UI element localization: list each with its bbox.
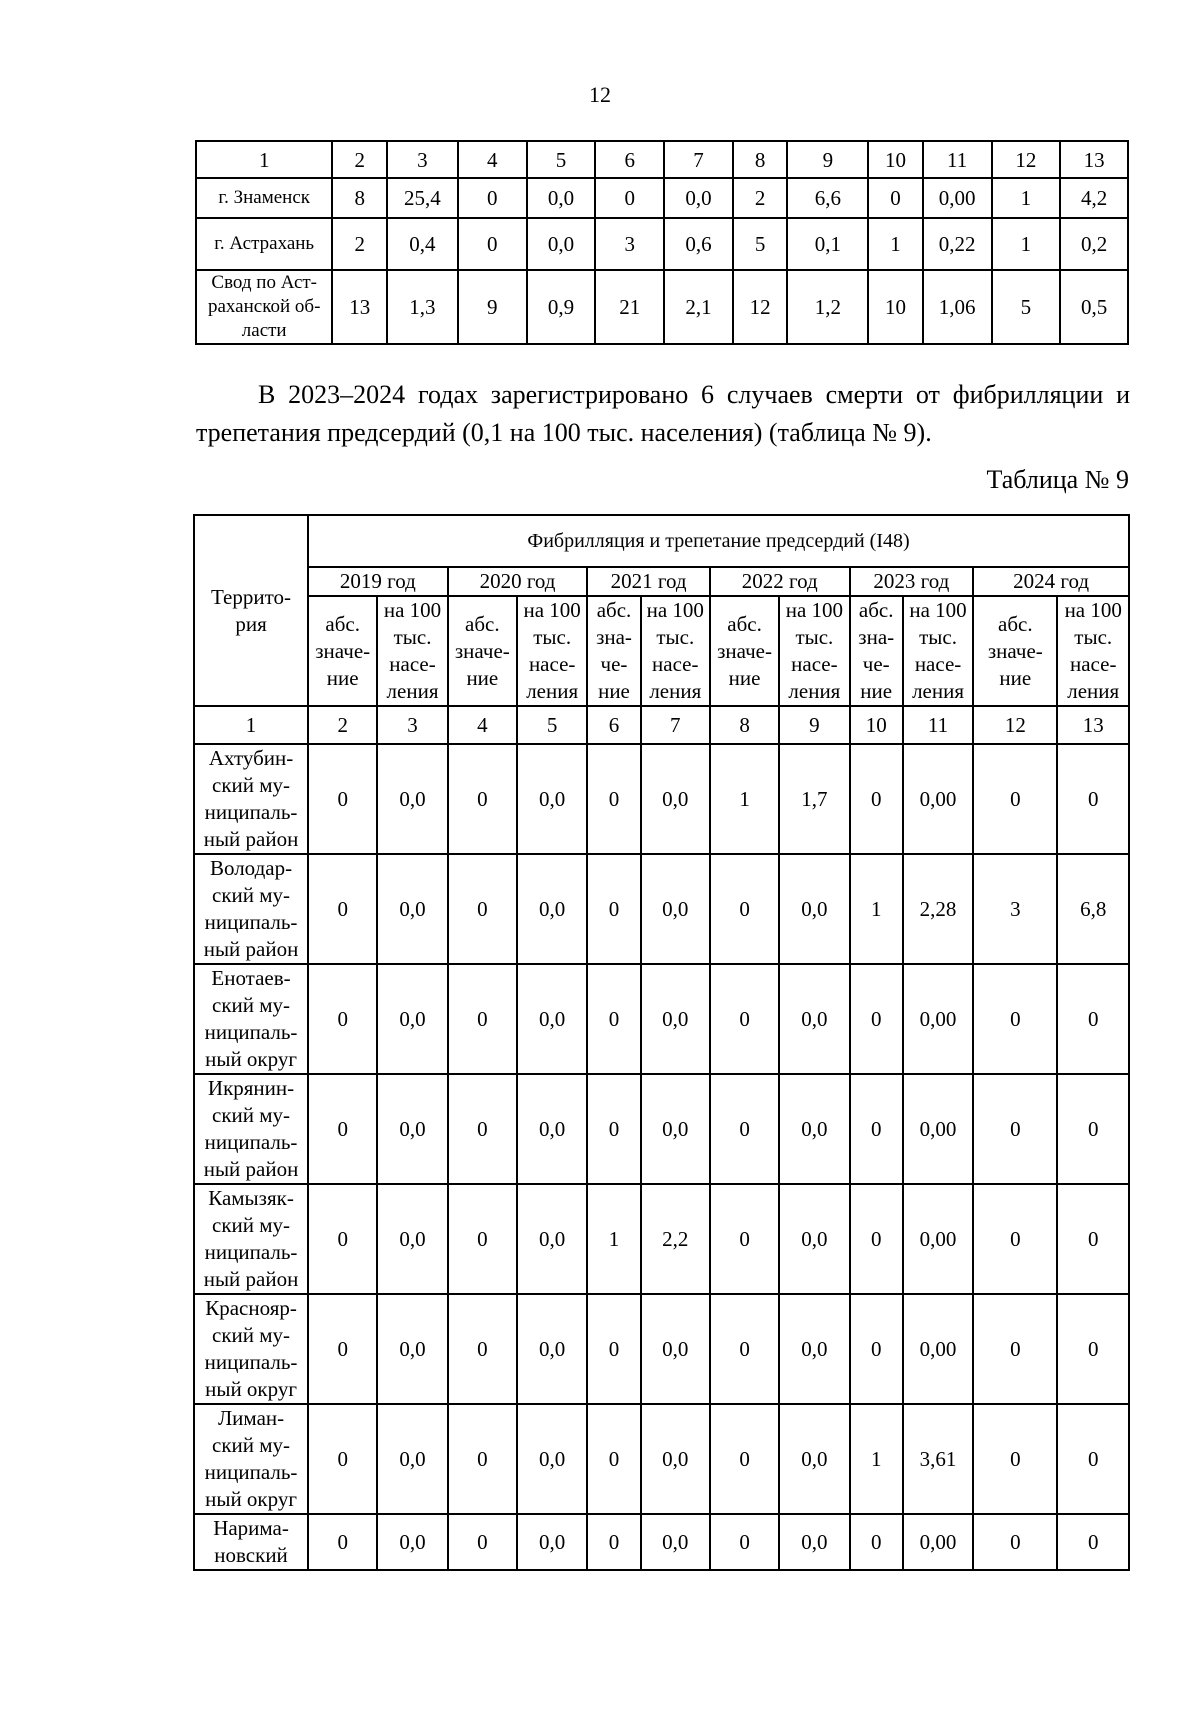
col-number: 13 — [1060, 141, 1128, 178]
value-cell: 4,2 — [1060, 178, 1128, 218]
value-cell: 0 — [973, 1404, 1057, 1514]
table-row — [196, 178, 1128, 218]
value-cell: 0,0 — [779, 1294, 849, 1404]
value-cell: 0 — [1057, 1074, 1129, 1184]
value-cell: 0,0 — [641, 1514, 710, 1570]
territory-cell: Нарима- новский — [194, 1514, 308, 1570]
subheader-cell: абс. значе- ние — [308, 596, 377, 706]
value-cell: 0,0 — [377, 1514, 447, 1570]
value-cell: 0 — [587, 964, 640, 1074]
value-cell: 0 — [710, 964, 779, 1074]
value-cell: 6,6 — [787, 178, 868, 218]
table-row — [196, 218, 1128, 270]
col-number: 6 — [595, 141, 664, 178]
col-number: 13 — [1057, 706, 1129, 744]
col-number: 2 — [308, 706, 377, 744]
value-cell: 0 — [850, 1074, 903, 1184]
table-row — [194, 964, 1129, 1074]
value-cell: 0 — [308, 964, 377, 1074]
value-cell: 0,0 — [779, 1514, 849, 1570]
territory-cell: Краснояр- ский му- ниципаль- ный округ — [194, 1294, 308, 1404]
column-number-row — [194, 706, 1129, 744]
territory-cell: г. Знаменск — [196, 178, 332, 218]
value-cell: 0 — [458, 178, 527, 218]
value-cell: 1 — [992, 178, 1061, 218]
value-cell: 12 — [733, 270, 788, 344]
value-cell: 0,00 — [903, 1294, 973, 1404]
value-cell: 0 — [710, 1184, 779, 1294]
column-number-row — [196, 141, 1128, 178]
value-cell: 0 — [1057, 964, 1129, 1074]
subheader-cell: абс. зна- че- ние — [587, 596, 640, 706]
subheader-row — [194, 596, 1129, 706]
value-cell: 2 — [733, 178, 788, 218]
value-cell: 21 — [595, 270, 664, 344]
value-cell: 0 — [448, 1184, 517, 1294]
value-cell: 0 — [308, 1184, 377, 1294]
body-paragraph: В 2023–2024 годах зарегистрировано 6 случаев смерти от фибрилляции и трепетания предсердий (0,1 на 100 тыс. населения) (таблица № 9). — [196, 380, 1130, 447]
value-cell: 0,6 — [664, 218, 733, 270]
value-cell: 0 — [973, 1074, 1057, 1184]
value-cell: 0,0 — [664, 178, 733, 218]
value-cell: 0 — [1057, 1404, 1129, 1514]
subheader-cell: на 100 тыс. насе- ления — [779, 596, 849, 706]
table-caption: Таблица № 9 — [986, 465, 1129, 494]
col-number: 7 — [641, 706, 710, 744]
value-cell: 9 — [458, 270, 527, 344]
value-cell: 3 — [973, 854, 1057, 964]
value-cell: 3,61 — [903, 1404, 973, 1514]
value-cell: 1,7 — [779, 744, 849, 854]
value-cell: 2,28 — [903, 854, 973, 964]
value-cell: 0 — [850, 964, 903, 1074]
value-cell: 1,2 — [787, 270, 868, 344]
subheader-cell: на 100 тыс. насе- ления — [377, 596, 447, 706]
value-cell: 0 — [308, 1404, 377, 1514]
value-cell: 0 — [448, 964, 517, 1074]
table-title: Фибрилляция и трепетание предсердий (I48) — [308, 515, 1129, 567]
value-cell: 0 — [850, 1184, 903, 1294]
col-number: 2 — [332, 141, 387, 178]
col-number: 4 — [458, 141, 527, 178]
value-cell: 10 — [868, 270, 923, 344]
subheader-cell: на 100 тыс. насе- ления — [517, 596, 587, 706]
territory-cell: г. Астрахань — [196, 218, 332, 270]
subheader-cell: на 100 тыс. насе- ления — [1057, 596, 1129, 706]
value-cell: 0 — [973, 744, 1057, 854]
value-cell: 0 — [308, 1514, 377, 1570]
value-cell: 0 — [973, 1514, 1057, 1570]
value-cell: 0,5 — [1060, 270, 1128, 344]
value-cell: 0,0 — [779, 1404, 849, 1514]
col-number: 3 — [387, 141, 458, 178]
value-cell: 0,00 — [903, 1184, 973, 1294]
value-cell: 2 — [332, 218, 387, 270]
col-number: 9 — [779, 706, 849, 744]
value-cell: 0,0 — [517, 1404, 587, 1514]
value-cell: 0,0 — [377, 854, 447, 964]
value-cell: 0 — [868, 178, 923, 218]
table-9 — [193, 514, 1130, 1571]
value-cell: 2,1 — [664, 270, 733, 344]
territory-cell: Икрянин- ский му- ниципаль- ный район — [194, 1074, 308, 1184]
value-cell: 0,0 — [527, 218, 596, 270]
col-number: 12 — [992, 141, 1061, 178]
territory-cell: Лиман- ский му- ниципаль- ный округ — [194, 1404, 308, 1514]
table-row — [194, 1294, 1129, 1404]
value-cell: 0,0 — [641, 744, 710, 854]
table-row — [194, 1404, 1129, 1514]
value-cell: 0,0 — [779, 1184, 849, 1294]
col-number: 7 — [664, 141, 733, 178]
value-cell: 0 — [308, 744, 377, 854]
value-cell: 0,00 — [903, 1514, 973, 1570]
value-cell: 0,0 — [377, 964, 447, 1074]
value-cell: 0,22 — [923, 218, 992, 270]
subheader-cell: на 100 тыс. насе- ления — [903, 596, 973, 706]
value-cell: 0 — [587, 854, 640, 964]
value-cell: 0,2 — [1060, 218, 1128, 270]
col-number: 5 — [527, 141, 596, 178]
territory-cell: Ахтубин- ский му- ниципаль- ный район — [194, 744, 308, 854]
territory-cell: Камызяк- ский му- ниципаль- ный район — [194, 1184, 308, 1294]
value-cell: 0 — [973, 964, 1057, 1074]
value-cell: 0,0 — [377, 744, 447, 854]
col-number: 6 — [587, 706, 640, 744]
col-number: 8 — [733, 141, 788, 178]
col-number: 1 — [196, 141, 332, 178]
value-cell: 0 — [710, 854, 779, 964]
subheader-cell: абс. значе- ние — [710, 596, 779, 706]
value-cell: 0 — [710, 1404, 779, 1514]
value-cell: 0 — [308, 1074, 377, 1184]
value-cell: 0 — [850, 744, 903, 854]
year-header: 2024 год — [973, 567, 1129, 596]
col-number: 5 — [517, 706, 587, 744]
table-row — [194, 1184, 1129, 1294]
subheader-cell: на 100 тыс. насе- ления — [641, 596, 710, 706]
col-number: 11 — [923, 141, 992, 178]
value-cell: 0,0 — [517, 1294, 587, 1404]
value-cell: 0,00 — [903, 964, 973, 1074]
value-cell: 0 — [973, 1184, 1057, 1294]
col-number: 1 — [194, 706, 308, 744]
value-cell: 0,0 — [641, 964, 710, 1074]
value-cell: 0,0 — [641, 1074, 710, 1184]
year-row — [194, 567, 1129, 596]
value-cell: 0 — [448, 1074, 517, 1184]
value-cell: 0,0 — [641, 1404, 710, 1514]
value-cell: 1 — [587, 1184, 640, 1294]
subheader-cell: абс. значе- ние — [448, 596, 517, 706]
value-cell: 0 — [587, 1294, 640, 1404]
value-cell: 0,0 — [517, 744, 587, 854]
value-cell: 0 — [448, 1514, 517, 1570]
value-cell: 1 — [868, 218, 923, 270]
page-number: 12 — [589, 82, 611, 107]
value-cell: 1 — [850, 854, 903, 964]
value-cell: 0 — [458, 218, 527, 270]
value-cell: 0,4 — [387, 218, 458, 270]
col-number: 10 — [850, 706, 903, 744]
col-number: 9 — [787, 141, 868, 178]
value-cell: 0,0 — [377, 1074, 447, 1184]
territory-header: Террито- рия — [194, 515, 308, 706]
value-cell: 0,9 — [527, 270, 596, 344]
value-cell: 0,0 — [377, 1294, 447, 1404]
value-cell: 0 — [587, 1514, 640, 1570]
col-number: 10 — [868, 141, 923, 178]
value-cell: 0,0 — [527, 178, 596, 218]
territory-cell: Енотаев- ский му- ниципаль- ный округ — [194, 964, 308, 1074]
value-cell: 0 — [587, 744, 640, 854]
value-cell: 5 — [992, 270, 1061, 344]
value-cell: 0 — [308, 1294, 377, 1404]
subheader-cell: абс. зна- че- ние — [850, 596, 903, 706]
value-cell: 6,8 — [1057, 854, 1129, 964]
table-row — [194, 744, 1129, 854]
col-number: 4 — [448, 706, 517, 744]
value-cell: 0 — [595, 178, 664, 218]
territory-cell: Свод по Аст- раханской об- ласти — [196, 270, 332, 344]
value-cell: 0 — [448, 744, 517, 854]
value-cell: 0,0 — [779, 964, 849, 1074]
value-cell: 0,00 — [903, 744, 973, 854]
value-cell: 0,0 — [641, 1294, 710, 1404]
value-cell: 3 — [595, 218, 664, 270]
value-cell: 0 — [587, 1404, 640, 1514]
territory-cell: Володар- ский му- ниципаль- ный район — [194, 854, 308, 964]
value-cell: 13 — [332, 270, 387, 344]
value-cell: 0 — [448, 854, 517, 964]
col-number: 12 — [973, 706, 1057, 744]
value-cell: 0 — [710, 1514, 779, 1570]
subheader-cell: абс. значе- ние — [973, 596, 1057, 706]
value-cell: 0,0 — [779, 854, 849, 964]
value-cell: 25,4 — [387, 178, 458, 218]
year-header: 2020 год — [448, 567, 588, 596]
value-cell: 0 — [710, 1294, 779, 1404]
table-row — [194, 1514, 1129, 1570]
value-cell: 0,0 — [517, 1514, 587, 1570]
title-row — [194, 515, 1129, 567]
value-cell: 0 — [587, 1074, 640, 1184]
value-cell: 5 — [733, 218, 788, 270]
value-cell: 0,00 — [923, 178, 992, 218]
col-number: 3 — [377, 706, 447, 744]
value-cell: 0,0 — [377, 1404, 447, 1514]
value-cell: 0 — [973, 1294, 1057, 1404]
value-cell: 0 — [850, 1294, 903, 1404]
col-number: 11 — [903, 706, 973, 744]
value-cell: 0 — [1057, 1184, 1129, 1294]
value-cell: 0 — [448, 1294, 517, 1404]
value-cell: 1 — [850, 1404, 903, 1514]
value-cell: 8 — [332, 178, 387, 218]
continued-table — [195, 140, 1129, 345]
year-header: 2023 год — [850, 567, 974, 596]
year-header: 2019 год — [308, 567, 448, 596]
value-cell: 0,0 — [377, 1184, 447, 1294]
table-row — [194, 1074, 1129, 1184]
value-cell: 0,00 — [903, 1074, 973, 1184]
value-cell: 1,06 — [923, 270, 992, 344]
value-cell: 1,3 — [387, 270, 458, 344]
value-cell: 0,0 — [517, 964, 587, 1074]
value-cell: 0,0 — [641, 854, 710, 964]
value-cell: 1 — [992, 218, 1061, 270]
value-cell: 0,0 — [779, 1074, 849, 1184]
value-cell: 0 — [710, 1074, 779, 1184]
value-cell: 0 — [850, 1514, 903, 1570]
value-cell: 0 — [1057, 744, 1129, 854]
col-number: 8 — [710, 706, 779, 744]
table-row — [194, 854, 1129, 964]
value-cell: 0 — [1057, 1294, 1129, 1404]
value-cell: 0,0 — [517, 854, 587, 964]
year-header: 2022 год — [710, 567, 850, 596]
value-cell: 0,1 — [787, 218, 868, 270]
value-cell: 0 — [1057, 1514, 1129, 1570]
value-cell: 1 — [710, 744, 779, 854]
year-header: 2021 год — [587, 567, 710, 596]
value-cell: 0,0 — [517, 1074, 587, 1184]
value-cell: 2,2 — [641, 1184, 710, 1294]
table-row — [196, 270, 1128, 344]
value-cell: 0 — [308, 854, 377, 964]
value-cell: 0 — [448, 1404, 517, 1514]
value-cell: 0,0 — [517, 1184, 587, 1294]
